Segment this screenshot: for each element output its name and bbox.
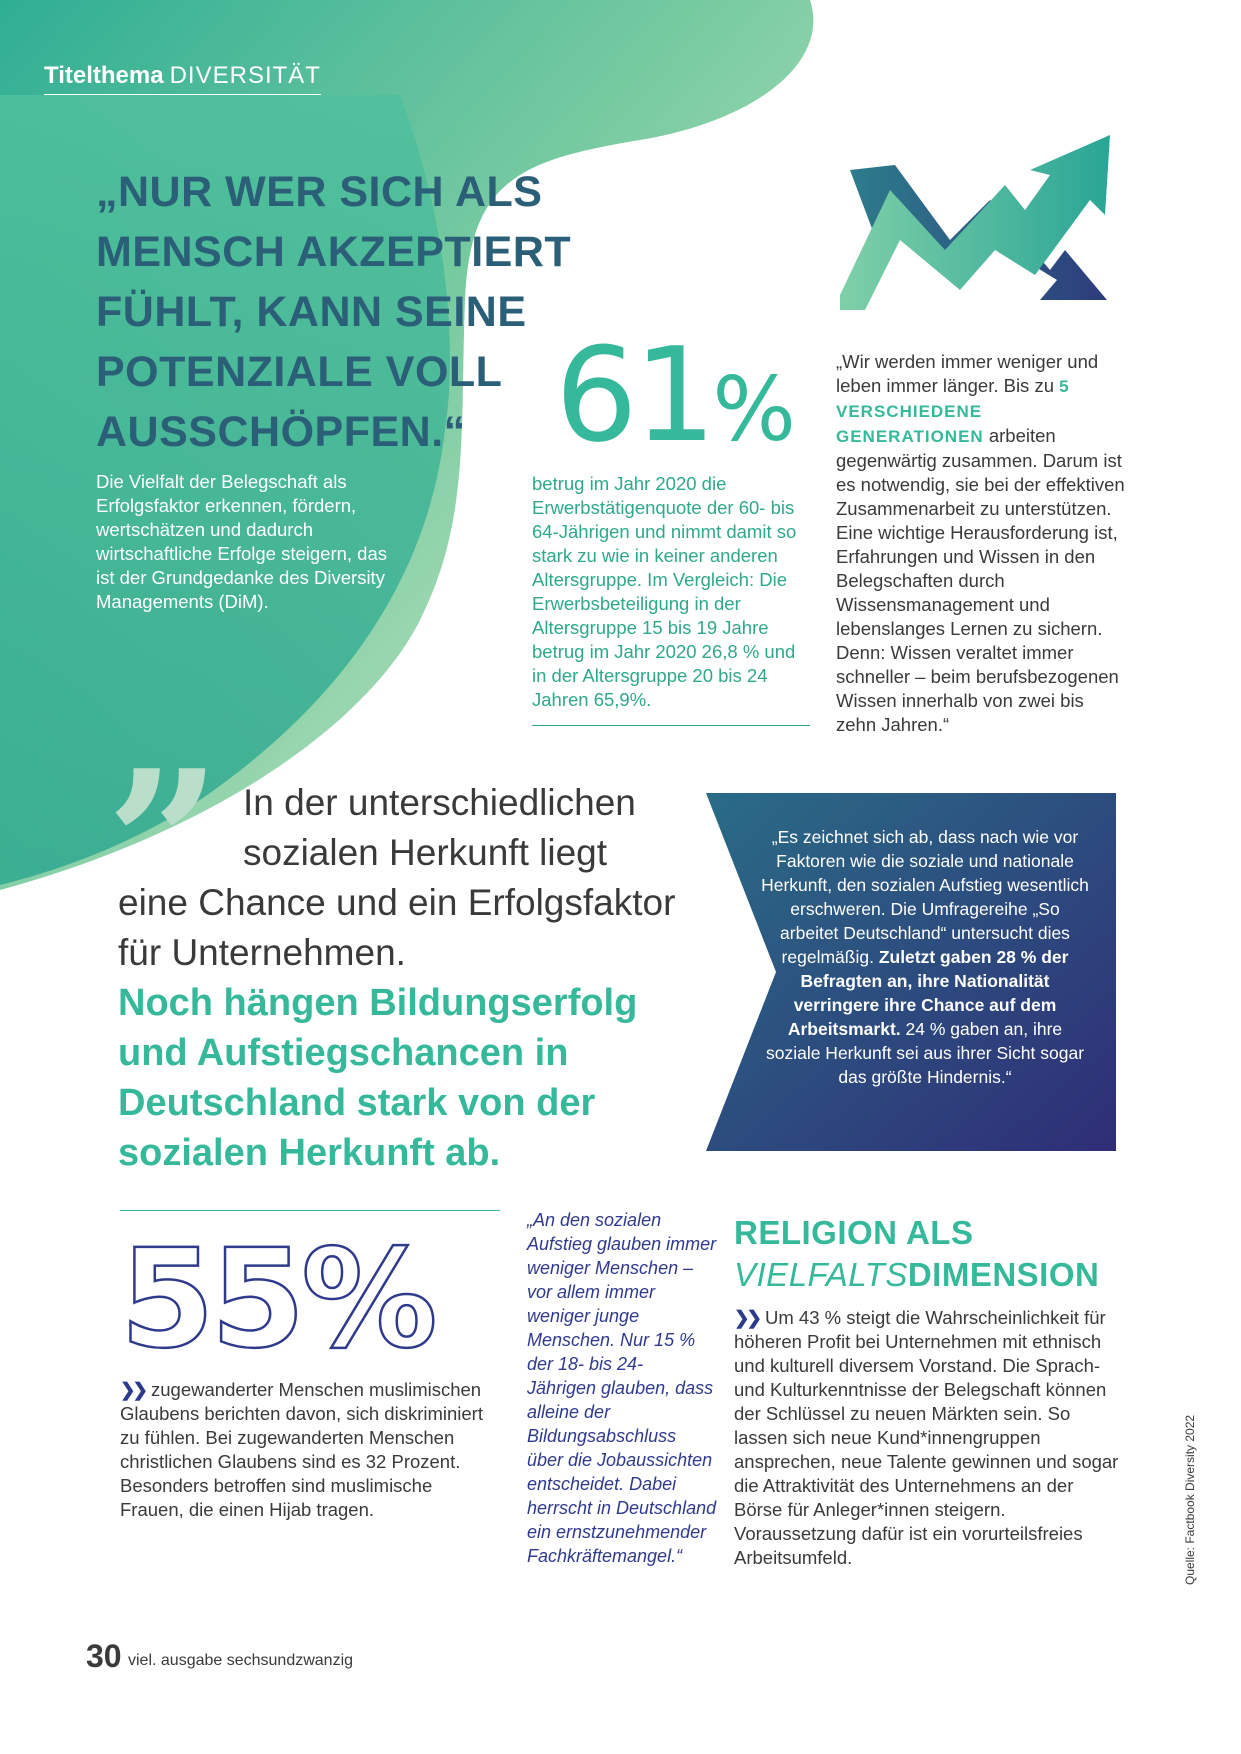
- section-label-topic: DIVERSITÄT: [169, 62, 321, 89]
- stat-55-description: zugewanderter Menschen muslimischen Glaubens berichten davon, sich diskriminiert zu fühlen. Bei zugewanderten Menschen christlichen Glaubens sind es 32 Prozent. Besonders betroffen sind muslimische Frauen, die einen Hijab tragen.: [120, 1379, 483, 1520]
- trend-arrows-icon: [835, 130, 1125, 330]
- pullquote-line-1: In der unterschiedlichen: [243, 782, 636, 823]
- double-chevron-icon: ❯❯: [734, 1307, 760, 1328]
- stat-61-text: betrug im Jahr 2020 die Erwerbstätigenquote der 60- bis 64-Jährigen und nimmt damit so stark zu wie in keiner anderen Altersgruppe. Im Vergleich: Die Erwerbsbeteiligung in der Altersgruppe 15 bis 19 Jahre betrug im Jahr 2020 26,8 % und in der Altersgruppe 20 bis 24 Jahren 65,9%.: [532, 473, 797, 710]
- section-label-bold: Titelthema: [44, 62, 164, 89]
- generations-highlight: 5 VERSCHIEDENE GENERATIONEN: [836, 377, 1070, 446]
- religion-description: Um 43 % steigt die Wahrscheinlichkeit für höheren Profit bei Unternehmen mit ethnisch und kulturell diversem Vorstand. Die Sprach- und Kulturkenntnisse der Belegschaft können der Schlüssel zu neuen Märkten sein. So lassen sich neue Kund*innengruppen ansprechen, neue Talente gewinnen und sogar die Attraktivität des Unternehmens an der Börse für Anleger*innen steigern. Voraussetzung dafür ist ein vorurteilsfreies Arbeitsumfeld.: [734, 1307, 1119, 1568]
- dark-callout-end: 24 % gaben an, ihre soziale Herkunft sei aus ihrer Sicht sogar das größte Hindernis.“: [765, 1019, 1085, 1087]
- generations-quote-end: arbeiten gegenwärtig zusammen. Darum ist es notwendig, sie bei der effektiven Zusammenarbeit zu unterstützen. Eine wichtige Herausforderung ist, Erfahrungen und Wissen in den Belegschaften durch Wissensmanagement und lebenslanges Lernen zu sichern. Denn: Wissen veraltet immer schneller – beim berufsbezogenen Wissen innerhalb von zwei bis zehn Jahren.“: [836, 425, 1125, 735]
- pullquote-line-2: sozialen Herkunft liegt: [243, 832, 608, 873]
- hero-quote: „NUR WER SICH ALS MENSCH AKZEPTIERT FÜHLT, KANN SEINE POTENZIALE VOLL AUSSCHÖPFEN.“: [96, 168, 572, 456]
- religion-text: [734, 1306, 1124, 1570]
- divider-line: [532, 725, 810, 726]
- social-mobility-quote: „An den sozialen Aufstieg glauben immer weniger Menschen – vor allem immer weniger junge Menschen. Nur 15 % der 18- bis 24- Jährigen glauben, dass alleine der Bildungsabschluss über die Jobaussichten entscheidet. Dabei herrscht in Deutschland ein ernstzunehmender Fachkräftemangel.“: [527, 1210, 717, 1566]
- source-note: Quelle: Factbook Diversity 2022: [1183, 1414, 1197, 1585]
- stat-61-percent: %: [712, 358, 797, 461]
- dark-callout-text: [760, 825, 1090, 1089]
- publication-name: viel. ausgabe sechsundzwanzig: [128, 1652, 354, 1669]
- stat-61-number: [555, 319, 797, 475]
- religion-heading-italic: VIELFALTS: [734, 1256, 908, 1293]
- pullquote-rest: eine Chance und ein Erfolgsfaktor für Unternehmen.: [118, 882, 676, 973]
- religion-heading-line1: RELIGION ALS: [734, 1214, 974, 1251]
- religion-heading-bold: DIMENSION: [907, 1256, 1100, 1293]
- generations-quote-start: „Wir werden immer weniger und leben immer länger. Bis zu: [836, 351, 1099, 396]
- stat-55-text: [120, 1378, 500, 1522]
- quote-mark-icon: ”: [106, 727, 202, 962]
- page-number: 30: [86, 1638, 122, 1674]
- pullquote-highlight: Noch hängen Bildungserfolg und Aufstiegschancen in Deutschland stark von der sozialen Herkunft ab.: [118, 982, 638, 1174]
- double-chevron-icon: ❯❯: [120, 1379, 146, 1400]
- dark-callout-start: „Es zeichnet sich ab, dass nach wie vor Faktoren wie die soziale und nationale Herkunft, den sozialen Aufstieg wesentlich erschweren. Die Umfragereihe „So arbeitet Deutschland“ untersucht dies regelmäßig.: [761, 827, 1089, 967]
- dark-callout-bold: Zuletzt gaben 28 % der Befragten an, ihre Nationalität verringere ihre Chance auf dem Arbeitsmarkt.: [787, 947, 1069, 1039]
- religion-heading: [734, 1212, 1134, 1296]
- stat-61-digits: 61: [555, 319, 713, 471]
- section-header: [44, 62, 321, 95]
- pullquote-text: [118, 778, 698, 978]
- stat-55-number: [120, 1228, 480, 1368]
- intro-text: Die Vielfalt der Belegschaft als Erfolgsfaktor erkennen, fördern, wertschätzen und dadurch wirtschaftliche Erfolge steigern, das ist der Grundgedanke des Diversity Managements (DiM).: [96, 471, 387, 612]
- generations-quote: [836, 350, 1126, 737]
- stat-55-digits: 55%: [120, 1228, 434, 1368]
- divider-line: [120, 1210, 500, 1211]
